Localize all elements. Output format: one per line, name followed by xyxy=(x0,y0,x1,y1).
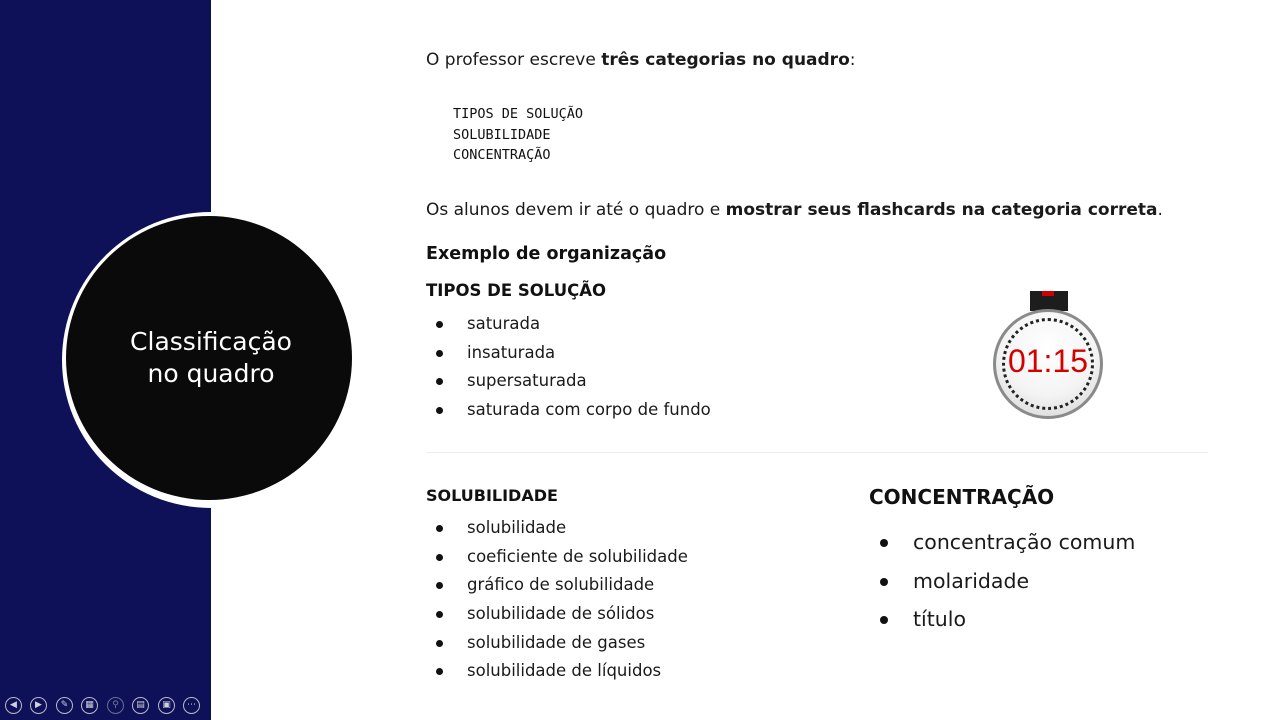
timer-button-light xyxy=(1042,291,1054,296)
intro-prefix: O professor escreve xyxy=(426,50,602,70)
more-icon[interactable]: ⋯ xyxy=(183,697,200,714)
countdown-timer xyxy=(992,291,1104,421)
list-item: gráfico de solubilidade xyxy=(426,571,688,600)
list-item: solubilidade de sólidos xyxy=(426,600,688,629)
board-category: TIPOS DE SOLUÇÃO xyxy=(453,106,584,122)
divider xyxy=(426,452,1208,453)
tipos-heading: TIPOS DE SOLUÇÃO xyxy=(426,281,606,300)
intro-bold: três categorias no quadro xyxy=(601,50,850,70)
list-item: coeficiente de solubilidade xyxy=(426,543,688,572)
next-icon[interactable]: ▶ xyxy=(30,697,47,714)
list-item: solubilidade xyxy=(426,514,688,543)
list-item: supersaturada xyxy=(426,367,711,396)
previous-icon[interactable]: ◀ xyxy=(5,697,22,714)
board-category: SOLUBILIDADE xyxy=(453,126,551,143)
intro-text xyxy=(426,50,855,70)
concentracao-list xyxy=(869,523,1135,639)
solubilidade-list xyxy=(426,514,688,686)
solubilidade-heading: SOLUBILIDADE xyxy=(426,486,558,505)
tipos-list xyxy=(426,310,711,425)
board-category: CONCENTRAÇÃO xyxy=(453,147,551,163)
list-item: insaturada xyxy=(426,339,711,368)
concentracao-heading: CONCENTRAÇÃO xyxy=(869,485,1055,509)
example-heading: Exemplo de organização xyxy=(426,244,667,264)
list-item: saturada xyxy=(426,310,711,339)
list-item: solubilidade de líquidos xyxy=(426,657,688,686)
list-item: concentração comum xyxy=(869,523,1135,562)
board-categories xyxy=(453,104,583,166)
subtitles-icon[interactable]: ▤ xyxy=(132,697,149,714)
instruction-bold: mostrar seus flashcards na categoria correta xyxy=(725,200,1158,220)
slide-title-line2: no quadro xyxy=(147,359,275,388)
list-item: título xyxy=(869,600,1135,639)
list-item: solubilidade de gases xyxy=(426,629,688,658)
camera-icon[interactable]: ▣ xyxy=(158,697,175,714)
slides-icon[interactable]: ▦ xyxy=(81,697,98,714)
list-item: saturada com corpo de fundo xyxy=(426,396,711,425)
zoom-icon[interactable]: ⚲ xyxy=(107,697,124,714)
pen-icon[interactable]: ✎ xyxy=(56,697,73,714)
instruction-prefix: Os alunos devem ir até o quadro e xyxy=(426,200,726,220)
intro-suffix: : xyxy=(849,50,856,70)
slide-title xyxy=(66,326,356,390)
instruction-suffix: . xyxy=(1157,200,1163,220)
slide-title-line1: Classificação xyxy=(130,327,292,356)
timer-value: 01:15 xyxy=(1007,343,1089,379)
instruction-text xyxy=(426,200,1163,220)
list-item: molaridade xyxy=(869,562,1135,601)
